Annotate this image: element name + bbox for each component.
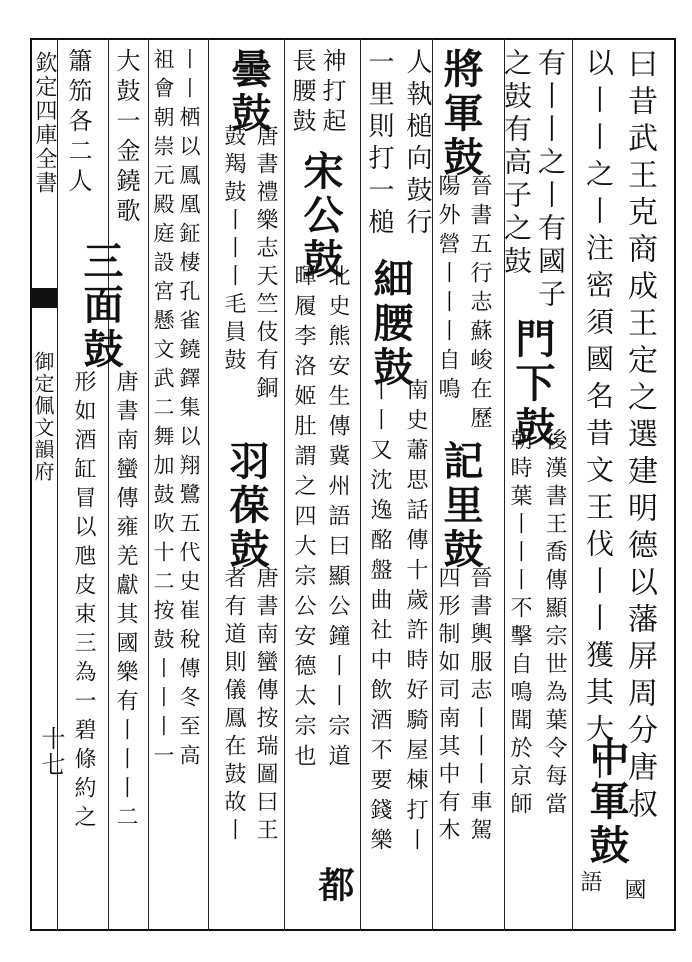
column-rule xyxy=(208,38,209,931)
text-column: 暉履李洛姬肚謂之四大宗公安德太宗也 xyxy=(291,264,316,774)
gutter-title: 欽定四庫全書 xyxy=(32,51,57,195)
text-column: 神打起 xyxy=(318,48,346,138)
heading-sanmiangu: 三面鼓 xyxy=(77,240,124,372)
text-column: 晉書輿服志丨丨丨車駕 xyxy=(467,566,492,846)
text-column: 晉書五行志蘇峻在歷 xyxy=(467,174,492,435)
heading-tangu: 曇鼓 xyxy=(225,48,272,136)
text-column: 曰昔武王克商成王定之選建明德以藩屏周分唐叔 xyxy=(622,48,657,825)
heading-jiangjungu: 將軍鼓 xyxy=(437,48,484,180)
column-rule xyxy=(108,38,109,931)
text-column: 唐書南蠻傳雍羌獻其國樂有丨丨丨二 xyxy=(113,370,138,834)
text-column: 一里則打一槌 xyxy=(364,48,394,240)
text-column: 人執槌向鼓行 xyxy=(402,48,432,240)
text-column: 唐書禮樂志天竺伎有銅 xyxy=(253,124,278,404)
page-number: 十七 xyxy=(37,726,65,778)
text-column: 丨丨又沈逸酩盤曲社中飲酒不要錢樂 xyxy=(367,378,392,858)
heading-jiligu: 記里鼓 xyxy=(437,440,484,572)
text-column: 朝時葉丨丨丨不擊自鳴聞於京師 xyxy=(507,428,532,820)
heading-xiyaogu: 細腰鼓 xyxy=(367,258,414,390)
text-column: 簫笳各二人 xyxy=(64,48,92,198)
text-column: 後漢書王喬傳顯宗世為葉令每當 xyxy=(542,428,567,820)
text-column: 陽外營丨丨丨自鳴 xyxy=(435,174,460,406)
heading-menxiagu: 門下鼓 xyxy=(509,318,556,450)
column-rule xyxy=(572,38,573,931)
heading-songgonggu: 宋公鼓 xyxy=(297,150,344,282)
column-rule xyxy=(432,38,433,931)
text-column: 有丨丨之丨有國子 xyxy=(534,48,567,312)
heading-yubaogu: 羽葆鼓 xyxy=(223,440,270,572)
text-column: 形如酒缸冒以虺皮束三為一碧條約之 xyxy=(71,370,96,834)
text-column: 唐書南蠻傳按瑞圖曰王 xyxy=(253,566,278,846)
heading-zhongjungu: 中軍鼓 xyxy=(583,736,630,868)
text-column: 之鼓有高子之鼓 xyxy=(500,48,533,279)
heading-du: 都 xyxy=(313,866,355,906)
text-column: 祖會朝崇元殿庭設宮懸文武二舞加鼓吹十二按鼓丨丨丨一 xyxy=(151,48,175,773)
column-rule xyxy=(360,38,361,931)
text-column: 者有道則儀鳳在鼓故丨 xyxy=(221,566,246,846)
text-column: 北史熊安生傳冀州語曰顯公鐘丨丨宗道 xyxy=(325,264,350,774)
text-column: 南史蕭思話傳十歲許時好騎屋棟打丨 xyxy=(403,378,428,858)
text-column: 四形制如司南其中有木 xyxy=(435,566,460,846)
text-column: 國 xyxy=(621,878,646,902)
gutter-rule xyxy=(57,38,58,931)
text-column: 長腰鼓 xyxy=(288,48,316,138)
text-column: 大鼓一金鐃歌 xyxy=(112,48,140,228)
column-rule xyxy=(284,38,285,931)
gutter-subtitle: 御定佩文韻府 xyxy=(31,351,55,483)
text-column: 語 xyxy=(577,870,602,894)
text-column: 丨丨栖以鳳凰鉦棲孔雀鐃鐸集以翔鷺五代史崔稅傳冬至高 xyxy=(177,48,201,773)
fishtail-marker xyxy=(31,288,57,308)
text-column: 以丨丨之丨注密須國名昔文王伐丨丨獲其大丨 xyxy=(582,48,615,788)
gutter xyxy=(31,39,57,930)
column-rule xyxy=(148,38,149,931)
text-column: 鼓羯鼓丨丨丨毛員鼓 xyxy=(221,124,246,376)
